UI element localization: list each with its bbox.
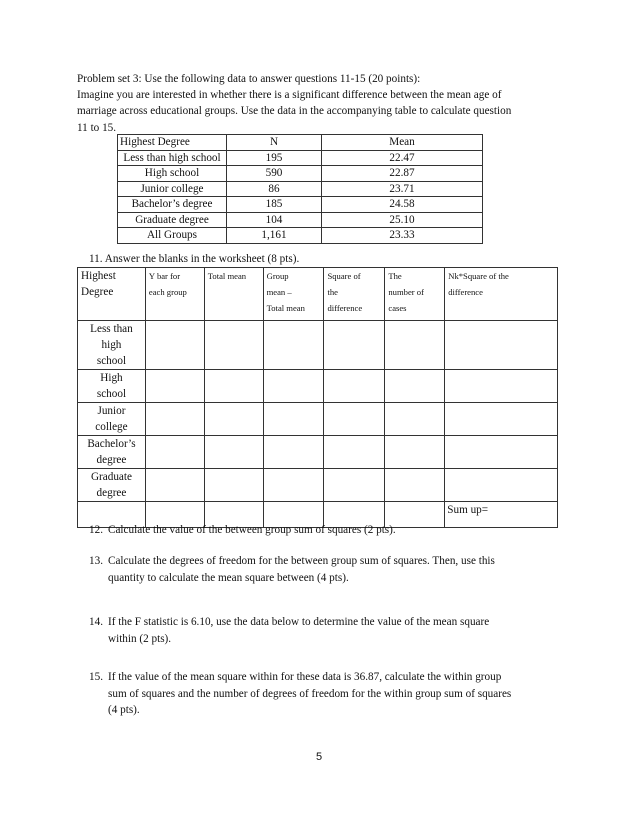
- ws-blank-cell[interactable]: [324, 321, 385, 370]
- ws-header-cases: The number of cases: [385, 268, 445, 321]
- table-row: [118, 212, 483, 228]
- ws-blank-cell[interactable]: [145, 370, 204, 403]
- intro-line: Imagine you are interested in whether there is a significant difference between the mean age of: [77, 89, 502, 102]
- ws-blank-cell[interactable]: [324, 469, 385, 502]
- table-row: [118, 181, 483, 197]
- data-table: [117, 134, 483, 244]
- ws-blank-cell[interactable]: [324, 436, 385, 469]
- row-mean: 22.47: [322, 150, 483, 166]
- row-n: 185: [227, 197, 322, 213]
- row-degree: Bachelor’s degree: [118, 197, 227, 213]
- header-mean: Mean: [322, 135, 483, 151]
- ws-blank-cell[interactable]: [324, 403, 385, 436]
- row-degree: Junior college: [118, 181, 227, 197]
- ws-blank-cell[interactable]: [385, 436, 445, 469]
- ws-header-total-mean: Total mean: [204, 268, 263, 321]
- ws-blank-cell[interactable]: [204, 403, 263, 436]
- question-14: 14. If the F statistic is 6.10, use the data below to determine the value of the mean square within (2 pts).: [89, 616, 490, 645]
- row-degree: All Groups: [118, 228, 227, 244]
- question-12: 12. Calculate the value of the between group sum of squares (2 pts).: [89, 524, 396, 536]
- table-row: [78, 370, 558, 403]
- question-11: 11. Answer the blanks in the worksheet (8 pts).: [89, 253, 300, 265]
- row-mean: 25.10: [322, 212, 483, 228]
- ws-blank-cell[interactable]: [204, 469, 263, 502]
- ws-blank-cell[interactable]: [263, 370, 324, 403]
- ws-blank-cell[interactable]: [145, 436, 204, 469]
- ws-sum-up: Sum up=: [445, 502, 558, 528]
- intro-line: 11 to 15.: [77, 121, 117, 134]
- question-13: 13. Calculate the degrees of freedom for the between group sum of squares. Then, use this quantity to calculate the mean square between (4 pts).: [89, 555, 495, 584]
- ws-row-label: Junior college: [78, 403, 146, 436]
- ws-blank-cell[interactable]: [145, 321, 204, 370]
- ws-row-label: Bachelor’s degree: [78, 436, 146, 469]
- row-n: 104: [227, 212, 322, 228]
- table-row: [78, 321, 558, 370]
- table-row: [118, 150, 483, 166]
- ws-blank-cell[interactable]: [385, 370, 445, 403]
- ws-blank-cell[interactable]: [445, 469, 558, 502]
- ws-blank-cell[interactable]: [145, 469, 204, 502]
- ws-blank-cell[interactable]: [263, 403, 324, 436]
- ws-blank-cell[interactable]: [145, 403, 204, 436]
- ws-header-degree: Highest Degree: [78, 268, 146, 321]
- ws-header-difference: Group mean – Total mean: [263, 268, 324, 321]
- table-row: [78, 436, 558, 469]
- table-row: [118, 228, 483, 244]
- row-n: 590: [227, 166, 322, 182]
- ws-row-label: High school: [78, 370, 146, 403]
- question-15: 15. If the value of the mean square within for these data is 36.87, calculate the within group sum of squares and the number of degrees of freedom for the within group sum of squares (4 pts).: [89, 671, 512, 716]
- table-row: [78, 469, 558, 502]
- worksheet-table: [77, 267, 558, 528]
- page-number: 5: [315, 751, 323, 763]
- ws-row-label: Graduate degree: [78, 469, 146, 502]
- ws-blank-cell[interactable]: [445, 403, 558, 436]
- row-degree: Less than high school: [118, 150, 227, 166]
- ws-blank-cell[interactable]: [204, 321, 263, 370]
- table-row: [118, 197, 483, 213]
- worksheet-header: [78, 268, 558, 321]
- ws-header-square: Square of the difference: [324, 268, 385, 321]
- ws-blank-cell[interactable]: [385, 321, 445, 370]
- row-mean: 23.71: [322, 181, 483, 197]
- row-n: 1,161: [227, 228, 322, 244]
- problem-intro: [77, 71, 567, 136]
- row-n: 195: [227, 150, 322, 166]
- ws-blank-cell[interactable]: [385, 403, 445, 436]
- row-degree: High school: [118, 166, 227, 182]
- ws-blank-cell[interactable]: [324, 370, 385, 403]
- header-n: N: [227, 135, 322, 151]
- row-n: 86: [227, 181, 322, 197]
- ws-blank-cell[interactable]: [445, 436, 558, 469]
- ws-blank-cell[interactable]: [445, 370, 558, 403]
- ws-blank-cell[interactable]: [263, 321, 324, 370]
- intro-line: Problem set 3: Use the following data to answer questions 11-15 (20 points):: [77, 73, 421, 85]
- ws-blank-cell[interactable]: [204, 436, 263, 469]
- ws-blank-cell[interactable]: [445, 321, 558, 370]
- table-row: [78, 403, 558, 436]
- ws-header-nk-square: Nk*Square of the difference: [445, 268, 558, 321]
- ws-blank-cell[interactable]: [263, 469, 324, 502]
- ws-blank-cell[interactable]: [385, 469, 445, 502]
- ws-blank-cell[interactable]: [204, 370, 263, 403]
- ws-blank-cell[interactable]: [263, 436, 324, 469]
- table-row: [118, 166, 483, 182]
- ws-header-ybar: Y bar for each group: [145, 268, 204, 321]
- row-degree: Graduate degree: [118, 212, 227, 228]
- row-mean: 22.87: [322, 166, 483, 182]
- header-degree: Highest Degree: [118, 135, 227, 151]
- row-mean: 23.33: [322, 228, 483, 244]
- data-table-header: [118, 135, 483, 151]
- ws-row-label: Less than high school: [78, 321, 146, 370]
- intro-line: marriage across educational groups. Use the data in the accompanying table to calculate question: [77, 105, 512, 118]
- row-mean: 24.58: [322, 197, 483, 213]
